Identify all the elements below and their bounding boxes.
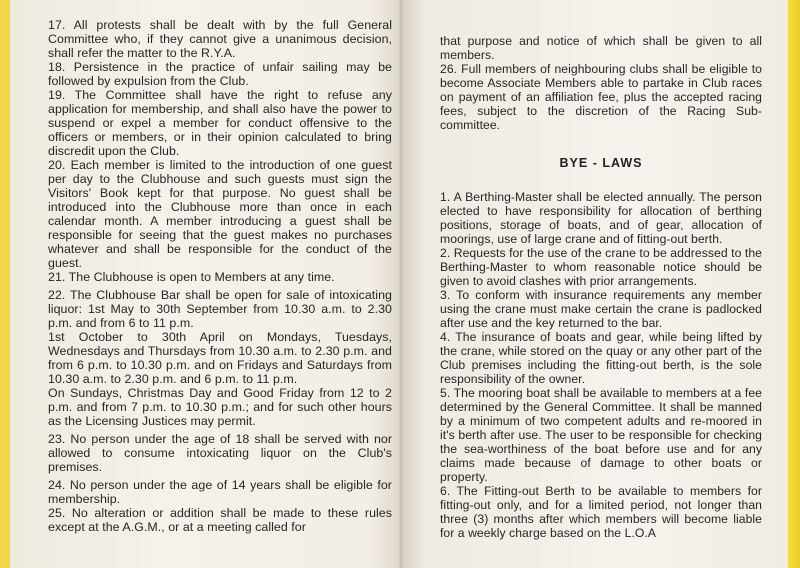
left-page (10, 0, 402, 568)
bylaw-3: 3. To conform with insurance requirements any member using the crane must make certain the crane is padlocked after use and the key returned to the bar. (440, 288, 762, 330)
rule-22-bar-hours: 22. The Clubhouse Bar shall be open for sale of intoxicating liquor: 1st May to 30th September from 10.30 a.m. to 2.30 p.m. and from 6 to 11 p.m. (48, 288, 392, 330)
bylaw-5: 5. The mooring boat shall be available to members at a fee determined by the General Committee. It shall be manned by a minimum of two competent adults and re-moored in it's berth after use. The user to be responsible for checking the sea-worthiness of the boat before use and for any claims made because of damage to other boats or property. (440, 386, 762, 484)
bye-laws-heading: BYE - LAWS (559, 156, 643, 170)
right-page (402, 0, 788, 568)
rule-22-sunday-hours: On Sundays, Christmas Day and Good Friday from 12 to 2 p.m. and from 7 p.m. to 10.30 p.m.; and for such other hours as the Licensing Justices may permit. (48, 386, 392, 428)
cover-edge-left (0, 0, 10, 568)
rule-23: 23. No person under the age of 18 shall be served with nor allowed to consume intoxicating liquor on the Club's premises. (48, 432, 392, 474)
rule-24: 24. No person under the age of 14 years shall be eligible for membership. (48, 478, 392, 506)
bylaw-6: 6. The Fitting-out Berth to be available to members for fitting-out only, and for a limited period, not longer than three (3) months after which members will become liable for a weekly charge based on the L.O.A (440, 484, 762, 540)
cover-edge-right (788, 0, 800, 568)
bylaw-4: 4. The insurance of boats and gear, while being lifted by the crane, while stored on the quay or any other part of the Club premises including the fitting-out berth, is the sole responsibility of the owner. (440, 330, 762, 386)
rule-17: 17. All protests shall be dealt with by the full General Committee who, if they cannot give a unanimous decision, shall refer the matter to the R.Y.A. (48, 18, 392, 60)
rule-22-winter-hours: 1st October to 30th April on Mondays, Tuesdays, Wednesdays and Thursdays from 10.30 a.m. to 2.30 p.m. and from 6 p.m. to 10.30 p.m. and on Fridays and Saturdays from 10.30 a.m. to 2.30 p.m. and 6 p.m. to 11 p.m. (48, 330, 392, 386)
rule-18: 18. Persistence in the practice of unfair sailing may be followed by expulsion from the Club. (48, 60, 392, 88)
rule-21: 21. The Clubhouse is open to Members at any time. (48, 270, 335, 284)
bylaw-1: 1. A Berthing-Master shall be elected annually. The person elected to have responsibility for allocation of berthing positions, storage of boats, and of gear, allocation of moorings, use of large crane and of fitting-out berth. (440, 190, 762, 246)
rule-25-continuation: that purpose and notice of which shall be given to all members. (440, 34, 762, 62)
rule-26: 26. Full members of neighbouring clubs shall be eligible to become Associate Members able to partake in Club races on payment of an affiliation fee, plus the accepted racing fees, subject to the discretion of the Racing Sub-committee. (440, 62, 762, 132)
rule-25: 25. No alteration or addition shall be made to these rules except at the A.G.M., or at a meeting called for (48, 506, 392, 534)
rule-19: 19. The Committee shall have the right to refuse any application for membership, and shall also have the power to suspend or expel a member for conduct offensive to the officers or members, or in their opinion calculated to bring discredit upon the Club. (48, 88, 392, 158)
bylaw-2: 2. Requests for the use of the crane to be addressed to the Berthing-Master to whom reasonable notice should be given to avoid clashes with prior arrangements. (440, 246, 762, 288)
rule-20: 20. Each member is limited to the introduction of one guest per day to the Clubhouse and such guests must sign the Visitors' Book kept for that purpose. No guest shall be introduced into the Clubhouse more than once in each calendar month. A member introducing a guest shall be responsible for seeing that the guest makes no purchases whatever and shall be responsible for the conduct of the guest. (48, 158, 392, 270)
